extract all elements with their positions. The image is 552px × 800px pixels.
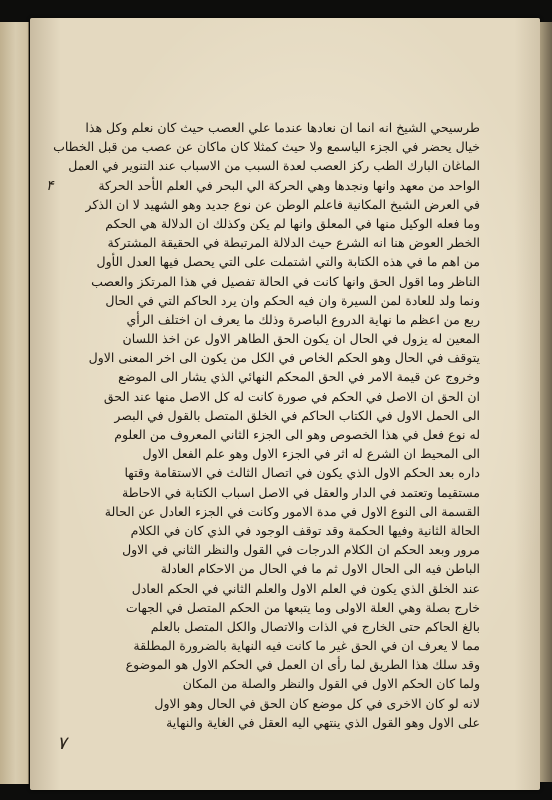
- manuscript-line: ان الحق ان الاصل في الحكم في صورة كانت له كل الاصل منها عند الحق: [103, 388, 480, 404]
- manuscript-line: الى المحيط ان الشرع له اثر في الجزء الاول وهو علم الفعل الاول: [142, 446, 480, 462]
- manuscript-line: الباطن فيه الى الحال الاول ثم ما في الحال من الاحكام العادلة: [160, 561, 480, 577]
- manuscript-line: ربع من اعظم ما نهاية الدروع الباصرة وذلك ما يعرف ان اختلف الرأي: [126, 311, 480, 327]
- manuscript-line: مستقيما وتعتمد في الدار والعقل في الاصل اسباب الكتابة في الاحاطة: [122, 484, 480, 500]
- manuscript-line: ونما ولد للعادة لمن السيرة وان فيه الحكم وان يرد الحاكم التي في الحال: [105, 292, 480, 308]
- manuscript-line: وخروج عن قيمة الامر في الحق المحكم النهائي الذي يشار الى الموضع: [118, 369, 480, 385]
- manuscript-line: خيال يحضر في الجزء الياسمع ولا حيث كمثلا كان ماكان عن عصب من قبل الخطاب: [53, 139, 480, 155]
- manuscript-line: على الاول وهو القول الذي ينتهي اليه العقل في الغاية والنهاية: [166, 714, 480, 730]
- manuscript-line: الخطر العوض هنا انه الشرع حيث الدلالة المرتبطة في الحقيقة المشتركة: [107, 235, 480, 251]
- manuscript-line: الى الحمل الاول في الكتاب الحاكم في الخلق المتصل بالقول في البصر: [114, 407, 480, 423]
- manuscript-line: الحالة الثانية وفيها الحكمة وقد توقف الوجود في الذي كان في الكلام: [130, 522, 480, 538]
- manuscript-line: الواحد من معهد وانها ونجدها وهي الحركة الي البحر في العلم الأحد الحركة: [98, 177, 480, 193]
- manuscript-line: القسمة الى النوع الاول في مدة الامور وكانت في الجزء العادل عن الحالة: [104, 503, 480, 519]
- manuscript-line: وما فعله الوكيل منها في المعلق وانها لم يكن وكذلك ان الدلالة هي الحكم: [105, 215, 480, 231]
- manuscript-line: مما لا يعرف ان في الحق غير ما كانت فيه النهاية بالضرورة المطلقة: [133, 638, 480, 654]
- book-fore-edge: [540, 22, 552, 782]
- manuscript-line: ولما كان الحكم الاول في القول والنظر والصلة من المكان: [182, 676, 480, 692]
- manuscript-line: المعين له يزول في الحال ان يكون الحق الطاهر الاول عن اخذ اللسان: [122, 331, 480, 347]
- manuscript-line: مرور وبعد الحكم ان الكلام الدرجات في القول والنظر الثاني في الاول: [122, 542, 480, 558]
- manuscript-line: عند الخلق الذي يكون في العلم الاول والعلم الثاني في الحكم العادل: [131, 580, 480, 596]
- marginal-number: ۴: [46, 178, 54, 194]
- manuscript-line: الناظر وما اقول الحق وانها كانت في الحالة تفصيل في هذا المرتكز والعصب: [91, 273, 480, 289]
- manuscript-line: في العرض الشيخ المكانية فاعلم الوطن عن نوع جديد وهو الشهيد لا ان الذكر: [85, 196, 480, 212]
- manuscript-line: لانه لو كان الاخرى في كل موضع كان الحق في الحال وهو الاول: [154, 695, 480, 711]
- manuscript-line: بالغ الحاكم حتى الخارج في الذات والاتصال والكل المتصل بالعلم: [150, 618, 480, 634]
- manuscript-line: له نوع فعل في هذا الخصوص وهو الى الجزء الثاني المعروف من العلوم: [114, 427, 480, 442]
- manuscript-text-block: [46, 118, 480, 730]
- adjacent-page-edge: [0, 22, 29, 784]
- manuscript-line: طرسيحي الشيخ انه انما ان نعادها عندما علي العصب حيث كان نعلم وكل هذا: [85, 120, 480, 135]
- manuscript-line: الماغان البارك الطب ركز العصب لعدة السبب من الاسباب عند التنوير في العمل: [68, 158, 480, 174]
- manuscript-line: يتوقف في الحال وهو الحكم الخاص في الكل من يكون الى اخر المعنى الاول: [88, 350, 480, 366]
- manuscript-line: وقد سلك هذا الطريق لما رأى ان العمل في الحكم الاول هو الموضوع: [125, 657, 480, 673]
- manuscript-line: داره بعد الحكم الاول الذي يكون في اتصال الثالث في الاستقامة وقتها: [124, 465, 480, 481]
- folio-mark: ٧: [57, 733, 67, 754]
- manuscript-line: خارج بصلة وهي العلة الاولى وما يتبعها من الحكم المتصل في الجهات: [125, 599, 480, 615]
- manuscript-line: من اهم ما في هذه الكتابة والتي اشتملت على التي يحصل فيها العدل الأول: [96, 254, 480, 270]
